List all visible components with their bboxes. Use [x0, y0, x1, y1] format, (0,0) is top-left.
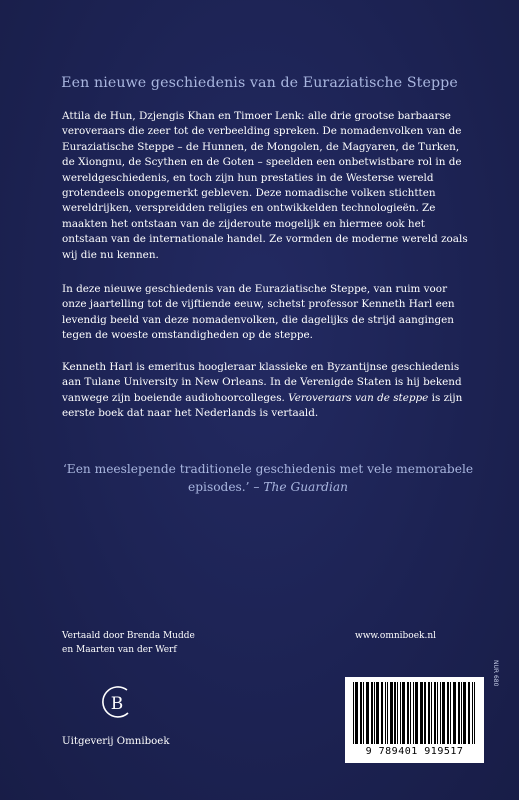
barcode-bar — [458, 682, 460, 744]
barcode-bar — [442, 682, 445, 744]
isbn-number: 9 789401 919517 — [365, 746, 464, 757]
back-cover-heading: Een nieuwe geschiedenis van de Euraziatische Steppe — [61, 75, 458, 91]
barcode-bar — [440, 682, 441, 744]
barcode-bar — [366, 682, 369, 744]
barcode-bar — [385, 682, 386, 744]
barcode-bar — [447, 682, 449, 744]
isbn-barcode — [345, 677, 484, 763]
barcode-bar — [353, 682, 354, 744]
barcode-bar — [424, 682, 426, 744]
barcode-bar — [453, 682, 456, 744]
nur-code: NUR 680 — [492, 660, 499, 687]
barcode-bar — [463, 682, 466, 744]
barcode-bar — [413, 682, 414, 744]
quote-source: The Guardian — [263, 480, 348, 494]
barcode-bar — [472, 682, 473, 744]
barcode-bar — [374, 682, 375, 744]
book-title-italic: Veroveraars van de steppe — [288, 391, 429, 404]
quote-text: ‘Een meeslepende traditionele geschiedenis met vele memorabele episodes.’ – — [62, 462, 474, 494]
barcode-bar — [363, 682, 364, 744]
barcode-bar — [402, 682, 405, 744]
barcode-bar — [437, 682, 438, 744]
barcode-bar — [397, 682, 398, 744]
translators-credit — [62, 630, 262, 657]
author-bio-paragraph — [62, 360, 470, 422]
barcode-bar — [394, 682, 396, 744]
barcode-bar — [400, 682, 401, 744]
barcode-bar — [390, 682, 393, 744]
barcode-bar — [355, 682, 358, 744]
publisher-logo-icon — [97, 682, 137, 722]
barcode-bar — [376, 682, 379, 744]
barcode-bar — [407, 682, 409, 744]
author-bio-text: Kenneth Harl is emeritus hoogleraar klassieke en Byzantijnse geschiedenis aan Tulane University in New Orleans. In de Verenigde Staten is hij bekend vanwege zijn boeiende audiohoorcolleges. — [62, 361, 462, 404]
barcode-bar — [428, 682, 430, 744]
barcode-bar — [360, 682, 362, 744]
description-paragraph: Attila de Hun, Dzjengis Khan en Timoer Lenk: alle drie grootse barbaarse veroveraars die zeer tot de verbeelding spreken. De nomadenvolken van de Euraziatische Steppe – de Hunnen, de Mongolen, de Magyaren, de Turken, de Xiongnu, de Scythen en de Goten – speelden een onbetwistbare rol in de wereldgeschiedenis, en toch zijn hun prestaties in de Westerse wereld grotendeels onopgemerkt gebleven. Deze nomadische volken stichtten wereldrijken, verspreidden religies en ontwikkelden technologieën. Ze maakten het ontstaan van de zijderoute mogelijk en hiermee ook het ontstaan van de internationale handel. Ze vormden de moderne wereld zoals wij die nu kennen. — [62, 110, 468, 261]
barcode-bar — [434, 682, 436, 744]
barcode-bar — [410, 682, 411, 744]
summary-paragraph: In deze nieuwe geschiedenis van de Euraziatische Steppe, van ruim voor onze jaartelling tot de vijftiende eeuw, schetst professor Kenneth Harl een levendig beeld van deze nomadenvolken, die dagelijks de strijd aangingen tegen de woeste omstandigheden op de steppe. — [62, 283, 455, 342]
translators-line-1: Vertaald door Brenda Mudde — [62, 631, 195, 641]
website-link[interactable]: www.omniboek.nl — [355, 631, 437, 641]
barcode-bar — [371, 682, 373, 744]
barcode-bar — [387, 682, 388, 744]
barcode-bar — [431, 682, 432, 744]
review-quote — [62, 460, 474, 496]
barcode-bar — [420, 682, 423, 744]
barcode-bar — [381, 682, 383, 744]
barcode-bar — [415, 682, 418, 744]
svg-text:B: B — [110, 694, 124, 714]
publisher-name: Uitgeverij Omniboek — [62, 736, 170, 747]
barcode-bar — [468, 682, 470, 744]
author-bio-text-end: is zijn eerste boek dat naar het Nederlands is vertaald. — [62, 391, 463, 420]
barcode-bar — [461, 682, 462, 744]
translators-line-2: en Maarten van der Werf — [62, 644, 177, 655]
barcode-bar — [474, 682, 475, 744]
barcode-bar — [450, 682, 451, 744]
